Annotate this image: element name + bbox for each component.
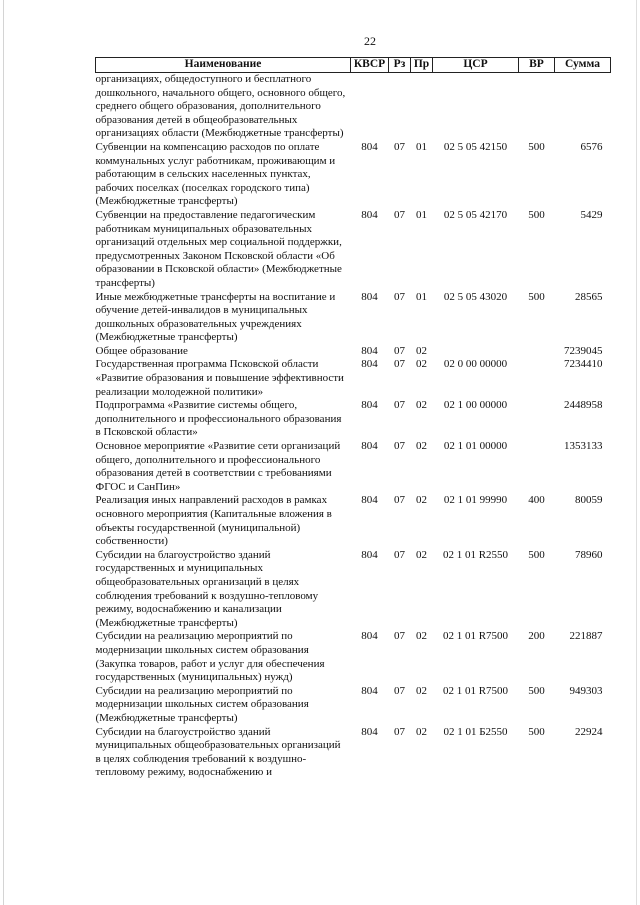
cell-kvsr: 804 bbox=[361, 140, 378, 153]
cell-rz bbox=[389, 73, 411, 141]
table-row bbox=[96, 685, 611, 726]
header-pr: Пр bbox=[411, 58, 433, 73]
cell-sum bbox=[555, 73, 611, 141]
cell-csr: 02 1 01 Б2550 bbox=[443, 725, 508, 738]
cell-sum: 5429 bbox=[580, 208, 603, 221]
cell-sum: 7234410 bbox=[564, 358, 603, 371]
table-row bbox=[96, 291, 611, 345]
cell-pr: 02 bbox=[416, 399, 427, 412]
cell-pr: 02 bbox=[416, 494, 427, 507]
cell-pr: 02 bbox=[416, 630, 427, 643]
cell-kvsr: 804 bbox=[361, 358, 378, 371]
cell-csr: 02 1 01 R2550 bbox=[442, 548, 509, 561]
cell-vr: 500 bbox=[528, 684, 545, 697]
cell-kvsr bbox=[351, 73, 389, 141]
header-name: Наименование bbox=[96, 58, 351, 73]
cell-rz: 07 bbox=[394, 140, 405, 153]
header-rz: Рз bbox=[389, 58, 411, 73]
cell-pr bbox=[411, 73, 433, 141]
cell-sum: 7239045 bbox=[564, 344, 603, 357]
cell-name: Субвенции на предоставление педагогическим работникам муниципальных образовательных организаций отдельных мер социальной поддержки, предусмотренных Законом Псковской области «Об образовании в Псковской области» (Межбюджетные трансферты) bbox=[95, 208, 342, 289]
cell-name: Субвенции на компенсацию расходов по оплате коммунальных услуг работникам, проживающим и работающим в сельских населенных пунктах, рабочих поселках (поселках городского типа) (Межбюджетные трансферты) bbox=[95, 140, 336, 208]
table-row bbox=[96, 73, 611, 141]
cell-sum: 28565 bbox=[575, 290, 603, 303]
cell-rz: 07 bbox=[394, 440, 405, 453]
cell-name: Общее образование bbox=[95, 344, 188, 357]
cell-pr: 01 bbox=[416, 290, 427, 303]
cell-csr: 02 1 00 00000 bbox=[443, 399, 508, 412]
table-row bbox=[96, 494, 611, 548]
cell-kvsr: 804 bbox=[361, 399, 378, 412]
cell-kvsr: 804 bbox=[361, 440, 378, 453]
table-row bbox=[96, 209, 611, 291]
cell-csr: 02 1 01 R7500 bbox=[442, 684, 509, 697]
cell-csr: 02 5 05 43020 bbox=[443, 290, 508, 303]
cell-kvsr: 804 bbox=[361, 344, 378, 357]
cell-vr: 200 bbox=[528, 630, 545, 643]
cell-sum: 22924 bbox=[575, 725, 603, 738]
cell-sum: 2448958 bbox=[564, 399, 603, 412]
cell-name: Государственная программа Псковской области «Развитие образования и повышение эффективности реализации молодежной политики» bbox=[95, 358, 344, 398]
cell-vr bbox=[519, 345, 555, 359]
cell-pr: 02 bbox=[416, 440, 427, 453]
cell-kvsr: 804 bbox=[361, 684, 378, 697]
cell-csr: 02 1 01 R7500 bbox=[442, 630, 509, 643]
table-row bbox=[96, 399, 611, 440]
cell-kvsr: 804 bbox=[361, 548, 378, 561]
table-body bbox=[96, 73, 611, 780]
cell-pr: 02 bbox=[416, 725, 427, 738]
cell-pr: 01 bbox=[416, 140, 427, 153]
header-csr: ЦСР bbox=[433, 58, 519, 73]
cell-sum: 949303 bbox=[569, 684, 603, 697]
cell-name: Субсидии на реализацию мероприятий по модернизации школьных систем образования (Закупка товаров, работ и услуг для обеспечения государственных (муниципальных) нужд) bbox=[95, 630, 325, 684]
cell-csr: 02 1 01 00000 bbox=[443, 440, 508, 453]
table-row bbox=[96, 630, 611, 684]
cell-vr bbox=[519, 73, 555, 141]
cell-csr: 02 0 00 00000 bbox=[443, 358, 508, 371]
table-row bbox=[96, 358, 611, 399]
cell-rz: 07 bbox=[394, 494, 405, 507]
cell-csr: 02 1 01 99990 bbox=[443, 494, 508, 507]
cell-vr: 500 bbox=[528, 725, 545, 738]
cell-vr: 400 bbox=[528, 494, 545, 507]
cell-csr bbox=[433, 345, 519, 359]
cell-vr: 500 bbox=[528, 208, 545, 221]
header-vr: ВР bbox=[519, 58, 555, 73]
cell-sum: 78960 bbox=[575, 548, 603, 561]
cell-pr: 02 bbox=[416, 684, 427, 697]
cell-pr: 02 bbox=[416, 344, 427, 357]
cell-rz: 07 bbox=[394, 684, 405, 697]
budget-table bbox=[95, 57, 611, 780]
cell-kvsr: 804 bbox=[361, 725, 378, 738]
cell-vr: 500 bbox=[528, 290, 545, 303]
cell-sum: 80059 bbox=[575, 494, 603, 507]
scan-edge-left bbox=[3, 0, 4, 905]
cell-sum: 221887 bbox=[569, 630, 603, 643]
cell-rz: 07 bbox=[394, 358, 405, 371]
cell-rz: 07 bbox=[394, 548, 405, 561]
cell-pr: 01 bbox=[416, 208, 427, 221]
cell-name: Основное мероприятие «Развитие сети организаций общего, дополнительного и профессионального образования детей в соответствии с требованиями ФГОС и СанПин» bbox=[95, 440, 341, 493]
cell-pr: 02 bbox=[416, 358, 427, 371]
table-row bbox=[96, 726, 611, 780]
cell-csr bbox=[433, 73, 519, 141]
page-number: 22 bbox=[364, 34, 376, 48]
cell-vr: 500 bbox=[528, 548, 545, 561]
cell-kvsr: 804 bbox=[361, 208, 378, 221]
cell-name: Подпрограмма «Развитие системы общего, дополнительного и профессионального образования в Псковской области» bbox=[95, 399, 342, 439]
cell-vr bbox=[519, 440, 555, 494]
cell-vr: 500 bbox=[528, 140, 545, 153]
cell-rz: 07 bbox=[394, 290, 405, 303]
cell-kvsr: 804 bbox=[361, 290, 378, 303]
cell-vr bbox=[519, 399, 555, 440]
cell-sum: 6576 bbox=[580, 140, 603, 153]
cell-rz: 07 bbox=[394, 725, 405, 738]
table-row bbox=[96, 141, 611, 209]
cell-rz: 07 bbox=[394, 630, 405, 643]
cell-name: Реализация иных направлений расходов в рамках основного мероприятия (Капитальные вложения в объекты государственной (муниципальной) собственности) bbox=[95, 494, 332, 548]
header-sum: Сумма bbox=[555, 58, 611, 73]
cell-csr: 02 5 05 42170 bbox=[443, 208, 508, 221]
cell-kvsr: 804 bbox=[361, 630, 378, 643]
scan-edge-right bbox=[636, 0, 637, 905]
table-row bbox=[96, 549, 611, 631]
cell-rz: 07 bbox=[394, 208, 405, 221]
cell-rz: 07 bbox=[394, 399, 405, 412]
cell-name: организациях, общедоступного и бесплатного дошкольного, начального общего, основного общего, среднего общего образования, дополнительного образования детей в общеобразовательных организациях области (Межбюджетные трансферты) bbox=[95, 73, 346, 140]
cell-sum: 1353133 bbox=[564, 440, 603, 453]
cell-name: Субсидии на реализацию мероприятий по модернизации школьных систем образования (Межбюджетные трансферты) bbox=[95, 684, 309, 724]
header-kvsr: КВСР bbox=[351, 58, 389, 73]
table-row bbox=[96, 440, 611, 494]
cell-csr: 02 5 05 42150 bbox=[443, 140, 508, 153]
cell-rz: 07 bbox=[394, 344, 405, 357]
table-row bbox=[96, 345, 611, 359]
table-header-row bbox=[96, 58, 611, 73]
cell-name: Субсидии на благоустройство зданий муниципальных общеобразовательных организаций в целях соблюдения требований к воздушно-тепловому режиму, водоснабжению и bbox=[95, 725, 341, 779]
cell-kvsr: 804 bbox=[361, 494, 378, 507]
cell-name: Субсидии на благоустройство зданий государственных и муниципальных общеобразовательных организаций в целях соблюдения требований к воздушно-тепловому режиму, водоснабжению и канализации (Межбюджетные трансферты) bbox=[95, 548, 319, 629]
cell-name: Иные межбюджетные трансферты на воспитание и обучение детей-инвалидов в муниципальных дошкольных образовательных учреждениях (Межбюджетные трансферты) bbox=[95, 290, 336, 344]
cell-pr: 02 bbox=[416, 548, 427, 561]
cell-vr bbox=[519, 358, 555, 399]
